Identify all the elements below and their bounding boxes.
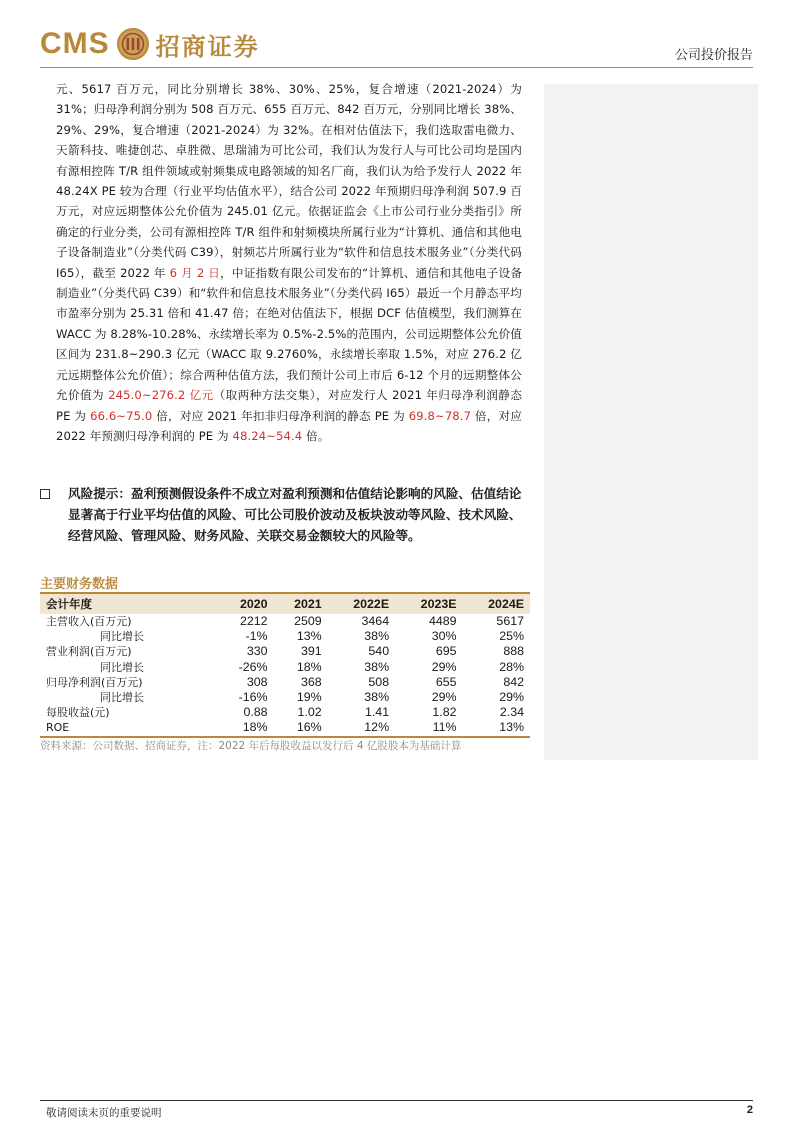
table-row bbox=[40, 644, 530, 659]
table-cell: 18% bbox=[242, 720, 268, 735]
risk-text: 风险提示：盈利预测假设条件不成立对盈利预测和估值结论影响的风险、估值结论显著高于行业平均估值的风险、可比公司股价波动及板块波动等风险、技术风险、经营风险、管理风险、财务风险、关联交易金额较大的风险等。 bbox=[68, 486, 522, 544]
row-label: 同比增长 bbox=[100, 691, 144, 705]
table-cell: 29% bbox=[431, 690, 457, 705]
table-row bbox=[40, 675, 530, 690]
table-row bbox=[40, 629, 530, 644]
logo-chinese-name: 招商证券 bbox=[155, 32, 260, 61]
page-number: 2 bbox=[746, 1104, 753, 1116]
paragraph-part: （取两种方法交集），对应发行人 2021 年归母净利润静态 PE 为 bbox=[56, 388, 523, 423]
table-cell: 25% bbox=[499, 629, 524, 644]
table-cell: -16% bbox=[238, 690, 268, 705]
table-cell: 11% bbox=[432, 720, 457, 735]
financials-title: 主要财务数据 bbox=[40, 577, 119, 592]
table-cell: 13% bbox=[499, 720, 524, 735]
table-cell: 3464 bbox=[361, 614, 390, 629]
table-row bbox=[40, 690, 530, 705]
table-cell: 842 bbox=[503, 674, 524, 689]
fair-value-highlight: 245.0~276.2 亿元 bbox=[108, 388, 214, 403]
table-cell: 1.41 bbox=[364, 705, 390, 720]
table-cell: 29% bbox=[499, 690, 524, 705]
square-bullet-icon bbox=[40, 489, 50, 499]
date-highlight: 6 月 2 日 bbox=[169, 265, 221, 280]
table-cell: 38% bbox=[364, 629, 390, 644]
risk-warning bbox=[40, 483, 522, 547]
financials-table bbox=[40, 592, 530, 738]
footer-note: 敬请阅读末页的重要说明 bbox=[46, 1107, 162, 1119]
table-cell: -1% bbox=[245, 629, 268, 644]
table-cell: 38% bbox=[364, 690, 390, 705]
header-divider bbox=[40, 67, 753, 68]
table-cell: 12% bbox=[364, 720, 390, 735]
header-cell: 2020 bbox=[239, 597, 268, 611]
table-cell: 28% bbox=[499, 659, 524, 674]
row-label: 同比增长 bbox=[100, 660, 144, 674]
table-cell: 2509 bbox=[294, 614, 322, 629]
table-cell: 695 bbox=[435, 644, 457, 659]
page-header bbox=[40, 22, 753, 68]
table-cell: 2212 bbox=[239, 614, 268, 629]
table-cell: 2.34 bbox=[499, 705, 524, 720]
table-cell: 368 bbox=[300, 674, 322, 689]
paragraph-part: ，中证指数有限公司发布的“计算机、通信和其他电子设备制造业”（分类代码 C39）和“软件和信息技术服务业”（分类代码 I65）最近一个月静态平均市盈率分别为 25.31 倍和 41.47 倍；在绝对估值法下，根据 DCF 估值模型，我们测算在 WACC 为 8.28%-10.28%、永续增长率为 0.5%-2.5%的范围内，公司远期整体公允价值区间为 231.8~290.3 亿元（WACC 取 9.2760%，永续增长率取 1.5%，对应 276.2 亿元远期整体公允价值）；综合两种估值方法，我们预计公司上市后 6-12 个月的远期整体公允价值为 bbox=[56, 265, 523, 403]
table-row bbox=[40, 720, 530, 736]
pe-2021-highlight: 66.6~75.0 bbox=[90, 408, 153, 423]
table-cell: 18% bbox=[296, 659, 322, 674]
footer-divider bbox=[40, 1100, 753, 1101]
row-label: ROE bbox=[46, 721, 70, 735]
table-cell: 391 bbox=[300, 644, 322, 659]
table-cell: 0.88 bbox=[243, 705, 268, 720]
table-row bbox=[40, 614, 530, 629]
table-cell: 1.02 bbox=[297, 705, 322, 720]
table-cell: 308 bbox=[246, 674, 268, 689]
table-cell: 4489 bbox=[428, 614, 457, 629]
pe-2021-nonrecurring-highlight: 69.8~78.7 bbox=[408, 408, 472, 423]
header-cell: 2022E bbox=[353, 597, 390, 611]
paragraph-part: 元、5617 百万元，同比分别增长 38%、30%、25%，复合增速（2021-2024）为 31%；归母净利润分别为 508 百万元、655 百万元、842 百万元，分别同比增长 38%、29%、29%，复合增速（2021-2024）为 32%。在相对估值法下，我们选取雷电微力、天箭科技、唯捷创芯、卓胜微、思瑞浦为可比公司，我们认为发行人与可比公司均是国内有源相控阵 T/R 组件领域或射频集成电路领域的知名厂商，我们认为给予发行人 2022 年 48.24X PE 较为合理（行业平均估值水平），结合公司 2022 年预期归母净利润 507.9 百万元，对应远期整体公允价值为 245.01 亿元。依据证监会《上市公司行业分类指引》所确定的行业分类，公司有源相控阵 T/R 组件和射频模块所属行业为“计算机、通信和其他电子设备制造业”（分类代码 C39），射频芯片所属行业为“软件和信息技术服务业”（分类代码 I65），截至 2022 年 bbox=[56, 82, 522, 280]
pe-2022-highlight: 48.24~54.4 bbox=[232, 428, 303, 443]
table-cell: 508 bbox=[368, 674, 390, 689]
row-label: 营业利润(百万元) bbox=[46, 645, 132, 659]
sidebar-panel bbox=[544, 84, 758, 760]
paragraph-part: 倍。 bbox=[302, 428, 330, 443]
data-source: 资料来源：公司数据、招商证券，注：2022 年后每股收益以发行后 4 亿股股本为基础计算 bbox=[40, 740, 462, 752]
header-cell: 2024E bbox=[488, 597, 524, 611]
header-cell: 2023E bbox=[420, 597, 457, 611]
logo-emblem-icon bbox=[116, 27, 150, 61]
paragraph-part: 倍，对应 2022 年预测归母净利润的 PE 为 bbox=[56, 408, 523, 443]
table-cell: 19% bbox=[296, 690, 322, 705]
table-cell: 29% bbox=[431, 659, 457, 674]
report-type: 公司投价报告 bbox=[674, 48, 753, 63]
row-label: 同比增长 bbox=[100, 630, 144, 644]
table-cell: 30% bbox=[431, 629, 457, 644]
paragraph-part: 倍，对应 2021 年扣非归母净利润的静态 PE 为 bbox=[152, 408, 409, 423]
table-cell: 888 bbox=[503, 644, 524, 659]
company-logo bbox=[40, 26, 260, 62]
table-cell: 655 bbox=[435, 674, 457, 689]
logo-text: CMS bbox=[40, 27, 110, 60]
row-label: 归母净利润(百万元) bbox=[46, 675, 143, 689]
table-cell: 540 bbox=[368, 644, 390, 659]
table-row bbox=[40, 660, 530, 675]
table-cell: 16% bbox=[296, 720, 322, 735]
table-row bbox=[40, 705, 530, 720]
header-cell: 会计年度 bbox=[46, 597, 92, 611]
table-cell: 5617 bbox=[496, 614, 524, 629]
row-label: 主营收入(百万元) bbox=[46, 615, 132, 629]
table-cell: 1.82 bbox=[432, 705, 457, 720]
table-cell: 13% bbox=[296, 629, 322, 644]
table-cell: 38% bbox=[364, 659, 390, 674]
row-label: 每股收益(元) bbox=[46, 706, 110, 720]
table-cell: -26% bbox=[238, 659, 268, 674]
header-cell: 2021 bbox=[294, 597, 322, 611]
table-header-row bbox=[40, 593, 530, 614]
valuation-paragraph bbox=[56, 79, 522, 446]
table-cell: 330 bbox=[246, 644, 268, 659]
